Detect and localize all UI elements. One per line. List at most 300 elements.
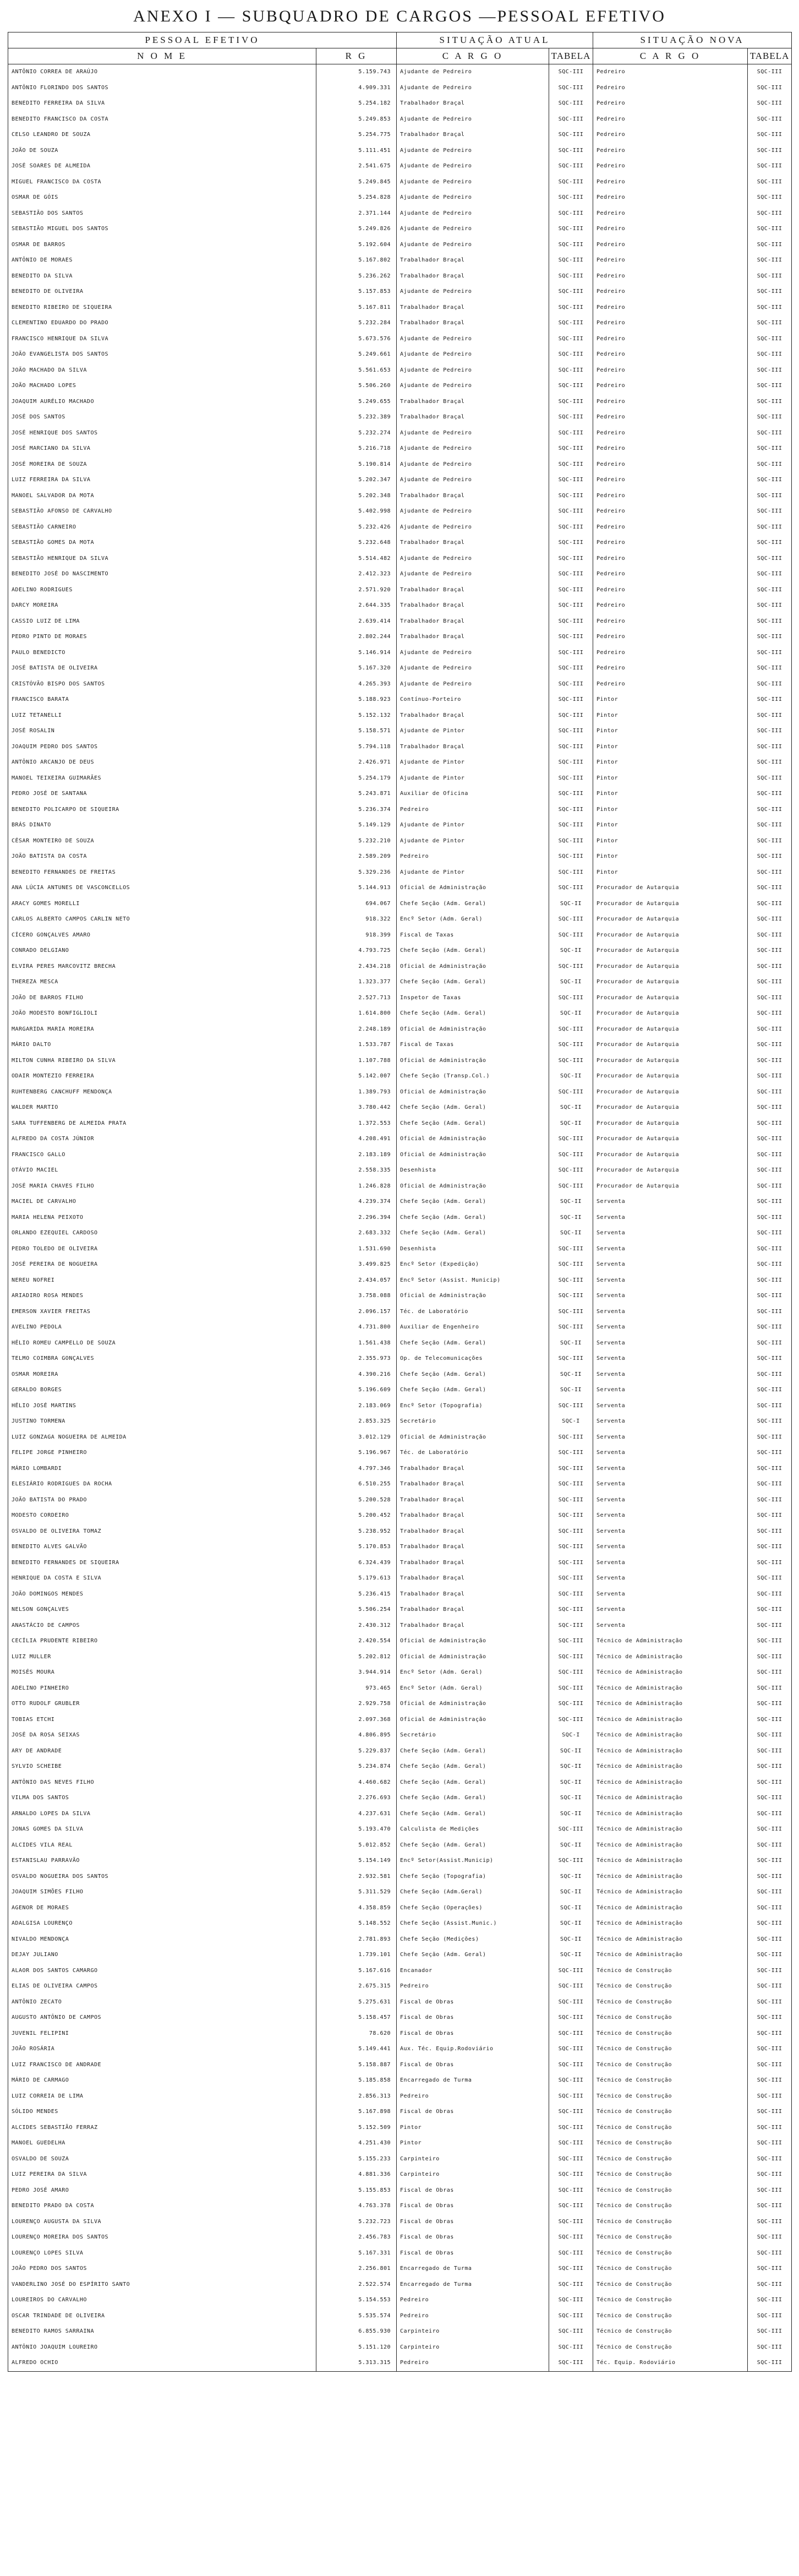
table-row [8,1790,792,1806]
table-row [8,1822,792,1838]
cell-tabela-nova: SQC-III [748,535,792,551]
cell-cargo-novo: Técnico de Construção [593,2104,748,2120]
cell-cargo-novo: Pedreiro [593,457,748,473]
table-row [8,2324,792,2340]
cell-rg: 5.254.828 [316,190,397,206]
cell-cargo-atual: Op. de Telecomunicações [397,1351,549,1367]
cell-nome: BENEDITO PRADO DA COSTA [8,2198,316,2214]
cell-tabela-atual: SQC-III [549,1273,593,1289]
table-row [8,645,792,661]
cell-tabela-atual: SQC-III [549,2277,593,2293]
table-row [8,2230,792,2246]
table-row [8,2136,792,2152]
cell-nome: SEBASTIÃO MIGUEL DOS SANTOS [8,221,316,237]
cell-cargo-atual: Trabalhador Braçal [397,269,549,285]
cell-tabela-atual: SQC-III [549,112,593,128]
table-row [8,1979,792,1995]
cell-nome: ADELINO PINHEIRO [8,1681,316,1697]
table-row [8,1461,792,1477]
table-row [8,1022,792,1038]
table-row [8,426,792,442]
cell-nome: FRANCISCO BARATA [8,692,316,708]
cell-rg: 2.675.315 [316,1979,397,1995]
cell-tabela-nova: SQC-III [748,1147,792,1163]
cell-tabela-nova: SQC-III [748,347,792,363]
cell-cargo-atual: Ajudante de Pedreiro [397,347,549,363]
table-row [8,1069,792,1085]
cell-cargo-atual: Trabalhador Braçal [397,614,549,630]
table-row [8,2152,792,2167]
cell-cargo-novo: Pedreiro [593,363,748,379]
cell-tabela-atual: SQC-III [549,221,593,237]
cell-tabela-nova: SQC-III [748,1241,792,1257]
cell-tabela-atual: SQC-III [549,928,593,944]
cell-tabela-atual: SQC-III [549,1163,593,1179]
cell-nome: OSVALDO DE SOUZA [8,2152,316,2167]
cell-cargo-atual: Ajudante de Pedreiro [397,159,549,175]
cell-nome: SEBASTIÃO HENRIQUE DA SILVA [8,551,316,567]
table-row [8,1995,792,2011]
table-row [8,1759,792,1775]
cell-rg: 694.067 [316,896,397,912]
cell-cargo-novo: Procurador de Autarquia [593,1022,748,1038]
cell-cargo-novo: Procurador de Autarquia [593,1053,748,1069]
cell-tabela-atual: SQC-III [549,834,593,849]
cell-rg: 4.239.374 [316,1194,397,1210]
cell-tabela-nova: SQC-III [748,1508,792,1524]
table-row [8,284,792,300]
cell-cargo-atual: Pedreiro [397,849,549,865]
cell-cargo-novo: Técnico de Construção [593,2010,748,2026]
cell-cargo-atual: Trabalhador Braçal [397,300,549,316]
cell-nome: OSMAR MOREIRA [8,1367,316,1383]
cell-rg: 4.806.895 [316,1728,397,1744]
cell-rg: 4.390.216 [316,1367,397,1383]
table-row [8,2292,792,2308]
cell-cargo-atual: Fiscal de Taxas [397,1037,549,1053]
cell-tabela-nova: SQC-III [748,253,792,269]
cell-rg: 2.639.414 [316,614,397,630]
table-row [8,1477,792,1493]
cell-cargo-novo: Pedreiro [593,472,748,488]
cell-rg: 5.238.952 [316,1524,397,1540]
header-tabela-nova: TABELA [748,48,792,64]
cell-rg: 1.372.553 [316,1116,397,1132]
cell-tabela-atual: SQC-III [549,1571,593,1587]
cell-nome: LOURENÇO LOPES SILVA [8,2246,316,2262]
cell-cargo-novo: Procurador de Autarquia [593,880,748,896]
cell-tabela-atual: SQC-III [549,2261,593,2277]
cell-tabela-nova: SQC-III [748,1571,792,1587]
cell-nome: CÉSAR MONTEIRO DE SOUZA [8,834,316,849]
cell-rg: 5.232.648 [316,535,397,551]
cell-nome: JUSTINO TORMENA [8,1414,316,1430]
cell-nome: LUIZ PEREIRA DA SILVA [8,2167,316,2183]
cell-rg: 2.430.312 [316,1618,397,1634]
cell-tabela-atual: SQC-III [549,2089,593,2105]
cell-tabela-atual: SQC-III [549,2324,593,2340]
cell-cargo-atual: Fiscal de Obras [397,2183,549,2199]
cell-tabela-nova: SQC-III [748,2167,792,2183]
cell-cargo-atual: Fiscal de Obras [397,1995,549,2011]
header-tabela: TABELA [549,48,593,64]
cell-cargo-novo: Pedreiro [593,582,748,598]
cell-tabela-nova: SQC-III [748,441,792,457]
cell-cargo-atual: Chefe Seção (Adm.Geral) [397,1885,549,1900]
cell-cargo-novo: Técnico de Administração [593,1822,748,1838]
cell-cargo-atual: Encanador [397,1963,549,1979]
table-row [8,1633,792,1649]
cell-cargo-atual: Encº Setor (Expedição) [397,1257,549,1273]
cell-cargo-atual: Trabalhador Braçal [397,1461,549,1477]
cell-rg: 1.739.101 [316,1947,397,1963]
table-row [8,253,792,269]
cell-cargo-novo: Pintor [593,802,748,818]
cell-cargo-novo: Pintor [593,755,748,771]
cell-rg: 5.167.331 [316,2246,397,2262]
cell-nome: BENEDITO FRANCISCO DA COSTA [8,112,316,128]
cell-tabela-atual: SQC-III [549,1539,593,1555]
cell-cargo-atual: Chefe Seção (Adm. Geral) [397,1947,549,1963]
cell-tabela-atual: SQC-II [549,896,593,912]
cell-cargo-novo: Técnico de Administração [593,1712,748,1728]
cell-cargo-novo: Procurador de Autarquia [593,1100,748,1116]
cell-tabela-atual: SQC-III [549,1320,593,1336]
table-row [8,818,792,834]
cell-nome: DEJAY JULIANO [8,1947,316,1963]
cell-rg: 3.944.914 [316,1665,397,1681]
cell-cargo-novo: Pintor [593,786,748,802]
cell-cargo-novo: Pintor [593,739,748,755]
cell-rg: 2.522.574 [316,2277,397,2293]
cell-tabela-nova: SQC-III [748,1524,792,1540]
table-row [8,2183,792,2199]
cell-tabela-nova: SQC-III [748,1696,792,1712]
cell-nome: AVELINO PEDOLA [8,1320,316,1336]
cell-tabela-nova: SQC-III [748,849,792,865]
cell-nome: EMERSON XAVIER FREITAS [8,1304,316,1320]
cell-tabela-nova: SQC-III [748,221,792,237]
cell-rg: 4.265.393 [316,677,397,693]
table-row [8,2261,792,2277]
cell-cargo-atual: Ajudante de Pedreiro [397,64,549,80]
cell-nome: JOÃO PEDRO DOS SANTOS [8,2261,316,2277]
cell-nome: MOISÉS MOURA [8,1665,316,1681]
table-row [8,2340,792,2356]
cell-cargo-atual: Trabalhador Braçal [397,315,549,331]
cell-rg: 6.324.439 [316,1555,397,1571]
cell-tabela-atual: SQC-III [549,786,593,802]
cell-rg: 5.202.812 [316,1649,397,1665]
cell-cargo-novo: Procurador de Autarquia [593,1131,748,1147]
cell-tabela-atual: SQC-III [549,1508,593,1524]
table-row [8,1524,792,1540]
cell-rg: 5.249.845 [316,175,397,190]
cell-cargo-novo: Pedreiro [593,410,748,426]
cell-rg: 3.780.442 [316,1100,397,1116]
cell-nome: CASSIO LUIZ DE LIMA [8,614,316,630]
cell-rg: 2.589.209 [316,849,397,865]
cell-rg: 5.232.284 [316,315,397,331]
cell-cargo-atual: Calculista de Medições [397,1822,549,1838]
cell-cargo-atual: Aux. Téc. Equip.Rodoviário [397,2041,549,2057]
cell-tabela-nova: SQC-III [748,2246,792,2262]
cell-tabela-atual: SQC-III [549,1696,593,1712]
cell-tabela-atual: SQC-III [549,2214,593,2230]
cell-tabela-atual: SQC-II [549,1900,593,1916]
cell-nome: JOÃO ROSÁRIA [8,2041,316,2057]
cell-tabela-nova: SQC-III [748,1932,792,1948]
cell-tabela-nova: SQC-III [748,723,792,739]
cell-cargo-atual: Carpinteiro [397,2340,549,2356]
table-row [8,1618,792,1634]
cell-tabela-nova: SQC-III [748,1085,792,1101]
cell-tabela-atual: SQC-III [549,1587,593,1603]
cell-rg: 5.190.814 [316,457,397,473]
cell-nome: ANTÔNIO ARCANJO DE DEUS [8,755,316,771]
cell-tabela-nova: SQC-III [748,1163,792,1179]
cell-cargo-novo: Pintor [593,723,748,739]
cell-cargo-atual: Ajudante de Pedreiro [397,457,549,473]
cell-cargo-novo: Técnico de Construção [593,2120,748,2136]
cell-tabela-nova: SQC-III [748,488,792,504]
cell-tabela-atual: SQC-II [549,1116,593,1132]
cell-cargo-atual: Chefe Seção (Adm. Geral) [397,1382,549,1398]
cell-cargo-novo: Procurador de Autarquia [593,1006,748,1022]
cell-cargo-atual: Fiscal de Taxas [397,928,549,944]
cell-nome: LOURENÇO AUGUSTA DA SILVA [8,2214,316,2230]
cell-tabela-atual: SQC-III [549,629,593,645]
cell-cargo-novo: Pedreiro [593,112,748,128]
cell-cargo-novo: Técnico de Administração [593,1806,748,1822]
cell-tabela-atual: SQC-III [549,2041,593,2057]
cell-tabela-atual: SQC-III [549,645,593,661]
cell-tabela-atual: SQC-III [549,363,593,379]
cell-nome: ANTÔNIO FLORINDO DOS SANTOS [8,80,316,96]
cell-cargo-atual: Trabalhador Braçal [397,127,549,143]
cell-rg: 2.097.368 [316,1712,397,1728]
cell-tabela-nova: SQC-III [748,1445,792,1461]
cell-tabela-atual: SQC-III [549,457,593,473]
cell-rg: 5.152.132 [316,708,397,724]
cell-tabela-nova: SQC-III [748,1069,792,1085]
cell-nome: ESTANISLAU PARRAVÃO [8,1853,316,1869]
cell-cargo-atual: Carpinteiro [397,2152,549,2167]
cell-cargo-novo: Pedreiro [593,96,748,112]
cell-tabela-nova: SQC-III [748,1853,792,1869]
table-row [8,1602,792,1618]
cell-tabela-nova: SQC-III [748,1963,792,1979]
cell-rg: 5.148.552 [316,1916,397,1932]
table-row [8,1288,792,1304]
cell-tabela-atual: SQC-III [549,1524,593,1540]
cell-tabela-atual: SQC-III [549,661,593,677]
cell-cargo-novo: Técnico de Administração [593,1665,748,1681]
cell-rg: 5.200.452 [316,1508,397,1524]
cell-tabela-nova: SQC-III [748,2026,792,2042]
cell-cargo-novo: Serventa [593,1194,748,1210]
cell-rg: 5.673.576 [316,331,397,347]
cell-cargo-atual: Ajudante de Pedreiro [397,472,549,488]
table-row [8,1382,792,1398]
cell-rg: 6.510.255 [316,1477,397,1493]
table-row [8,1304,792,1320]
cell-rg: 4.237.631 [316,1806,397,1822]
cell-nome: JOÃO BATISTA DA COSTA [8,849,316,865]
cell-tabela-atual: SQC-III [549,504,593,520]
table-row [8,1445,792,1461]
cell-tabela-nova: SQC-III [748,2010,792,2026]
cell-tabela-nova: SQC-III [748,1806,792,1822]
cell-cargo-novo: Procurador de Autarquia [593,1037,748,1053]
table-row [8,1194,792,1210]
cell-cargo-novo: Pedreiro [593,488,748,504]
cell-rg: 5.249.826 [316,221,397,237]
cell-tabela-nova: SQC-III [748,2261,792,2277]
cell-rg: 2.296.394 [316,1210,397,1226]
table-row [8,1696,792,1712]
cell-tabela-atual: SQC-II [549,1916,593,1932]
cell-tabela-nova: SQC-III [748,2324,792,2340]
cell-cargo-novo: Procurador de Autarquia [593,896,748,912]
cell-cargo-atual: Chefe Seção (Adm. Geral) [397,1759,549,1775]
cell-cargo-atual: Ajudante de Pintor [397,818,549,834]
cell-cargo-atual: Trabalhador Braçal [397,410,549,426]
cell-tabela-atual: SQC-II [549,1194,593,1210]
cell-cargo-atual: Ajudante de Pedreiro [397,426,549,442]
cell-cargo-atual: Pedreiro [397,2308,549,2324]
cell-cargo-atual: Fiscal de Obras [397,2214,549,2230]
cell-rg: 78.620 [316,2026,397,2042]
cell-cargo-atual: Oficial de Administração [397,1147,549,1163]
table-row [8,723,792,739]
cell-cargo-novo: Procurador de Autarquia [593,943,748,959]
cell-cargo-novo: Técnico de Administração [593,1744,748,1760]
cell-cargo-atual: Encº Setor (Adm. Geral) [397,1665,549,1681]
cell-tabela-atual: SQC-III [549,426,593,442]
cell-tabela-atual: SQC-III [549,1822,593,1838]
cell-rg: 2.412.323 [316,567,397,582]
cell-nome: JONAS GOMES DA SILVA [8,1822,316,1838]
cell-tabela-atual: SQC-III [549,959,593,975]
cell-nome: AGENOR DE MORAES [8,1900,316,1916]
cell-cargo-atual: Fiscal de Obras [397,2104,549,2120]
cell-cargo-novo: Pintor [593,771,748,787]
cell-tabela-atual: SQC-III [549,253,593,269]
table-row [8,2214,792,2230]
table-row [8,1900,792,1916]
cell-nome: MILTON CUNHA RIBEIRO DA SILVA [8,1053,316,1069]
cell-tabela-nova: SQC-III [748,1351,792,1367]
cell-nome: FRANCISCO HENRIQUE DA SILVA [8,331,316,347]
cell-nome: SÓLIDO MENDES [8,2104,316,2120]
cell-rg: 5.202.348 [316,488,397,504]
table-row [8,1414,792,1430]
cell-rg: 5.254.182 [316,96,397,112]
cell-nome: JOSÉ MOREIRA DE SOUZA [8,457,316,473]
cell-tabela-atual: SQC-III [549,1995,593,2011]
cell-rg: 5.193.470 [316,1822,397,1838]
cell-nome: JOSÉ DA ROSA SEIXAS [8,1728,316,1744]
cell-tabela-nova: SQC-III [748,896,792,912]
cell-cargo-atual: Oficial de Administração [397,1022,549,1038]
cell-cargo-atual: Trabalhador Braçal [397,582,549,598]
cell-cargo-novo: Serventa [593,1288,748,1304]
table-row [8,661,792,677]
cell-tabela-nova: SQC-III [748,1681,792,1697]
cell-rg: 4.797.346 [316,1461,397,1477]
cell-tabela-nova: SQC-III [748,818,792,834]
table-row [8,2277,792,2293]
cell-tabela-nova: SQC-III [748,1947,792,1963]
cell-rg: 5.196.609 [316,1382,397,1398]
cell-cargo-novo: Serventa [593,1477,748,1493]
table-row [8,1351,792,1367]
cell-tabela-atual: SQC-III [549,206,593,222]
cell-tabela-nova: SQC-III [748,677,792,693]
cell-cargo-novo: Técnico de Construção [593,2152,748,2167]
cell-nome: HENRIQUE DA COSTA E SILVA [8,1571,316,1587]
cell-tabela-atual: SQC-III [549,1477,593,1493]
cell-nome: ALCIDES VILA REAL [8,1838,316,1854]
table-row [8,1932,792,1948]
cell-nome: ANASTÁCIO DE CAMPOS [8,1618,316,1634]
cell-tabela-nova: SQC-III [748,1995,792,2011]
cell-cargo-novo: Pedreiro [593,394,748,410]
cell-nome: SARA TUFFENBERG DE ALMEIDA PRATA [8,1116,316,1132]
staff-table [8,32,792,2372]
cell-tabela-atual: SQC-III [549,2292,593,2308]
cell-rg: 5.185.858 [316,2073,397,2089]
cell-cargo-novo: Serventa [593,1351,748,1367]
header-pessoal-efetivo: PESSOAL EFETIVO [8,32,397,48]
cell-cargo-atual: Pedreiro [397,2355,549,2371]
cell-cargo-novo: Pedreiro [593,190,748,206]
cell-cargo-atual: Fiscal de Obras [397,2246,549,2262]
cell-cargo-novo: Pedreiro [593,598,748,614]
cell-cargo-atual: Chefe Seção (Adm. Geral) [397,1194,549,1210]
cell-nome: JUVENIL FELIPINI [8,2026,316,2042]
cell-tabela-atual: SQC-III [549,127,593,143]
cell-tabela-nova: SQC-III [748,786,792,802]
cell-cargo-novo: Pedreiro [593,237,748,253]
cell-rg: 5.236.415 [316,1587,397,1603]
document-title: ANEXO I — SUBQUADRO DE CARGOS —PESSOAL EFETIVO [133,7,666,25]
cell-cargo-novo: Técnico de Construção [593,2041,748,2057]
cell-tabela-atual: SQC-III [549,175,593,190]
cell-tabela-nova: SQC-III [748,2355,792,2371]
cell-nome: NELSON GONÇALVES [8,1602,316,1618]
table-row [8,1539,792,1555]
cell-nome: OTTO RUDOLF GRUBLER [8,1696,316,1712]
cell-rg: 5.200.528 [316,1493,397,1508]
cell-rg: 2.183.069 [316,1398,397,1414]
table-row [8,692,792,708]
cell-tabela-atual: SQC-III [549,2057,593,2073]
cell-nome: SEBASTIÃO GOMES DA MOTA [8,535,316,551]
cell-tabela-atual: SQC-III [549,1853,593,1869]
table-row [8,1493,792,1508]
cell-rg: 2.932.581 [316,1869,397,1885]
cell-tabela-atual: SQC-III [549,2104,593,2120]
cell-rg: 5.329.236 [316,865,397,881]
cell-cargo-atual: Carpinteiro [397,2324,549,2340]
cell-tabela-nova: SQC-III [748,2340,792,2356]
cell-cargo-novo: Técnico de Administração [593,1838,748,1854]
cell-rg: 1.323.377 [316,974,397,990]
cell-nome: HÉLIO ROMEU CAMPELLO DE SOUZA [8,1336,316,1352]
cell-cargo-novo: Serventa [593,1493,748,1508]
